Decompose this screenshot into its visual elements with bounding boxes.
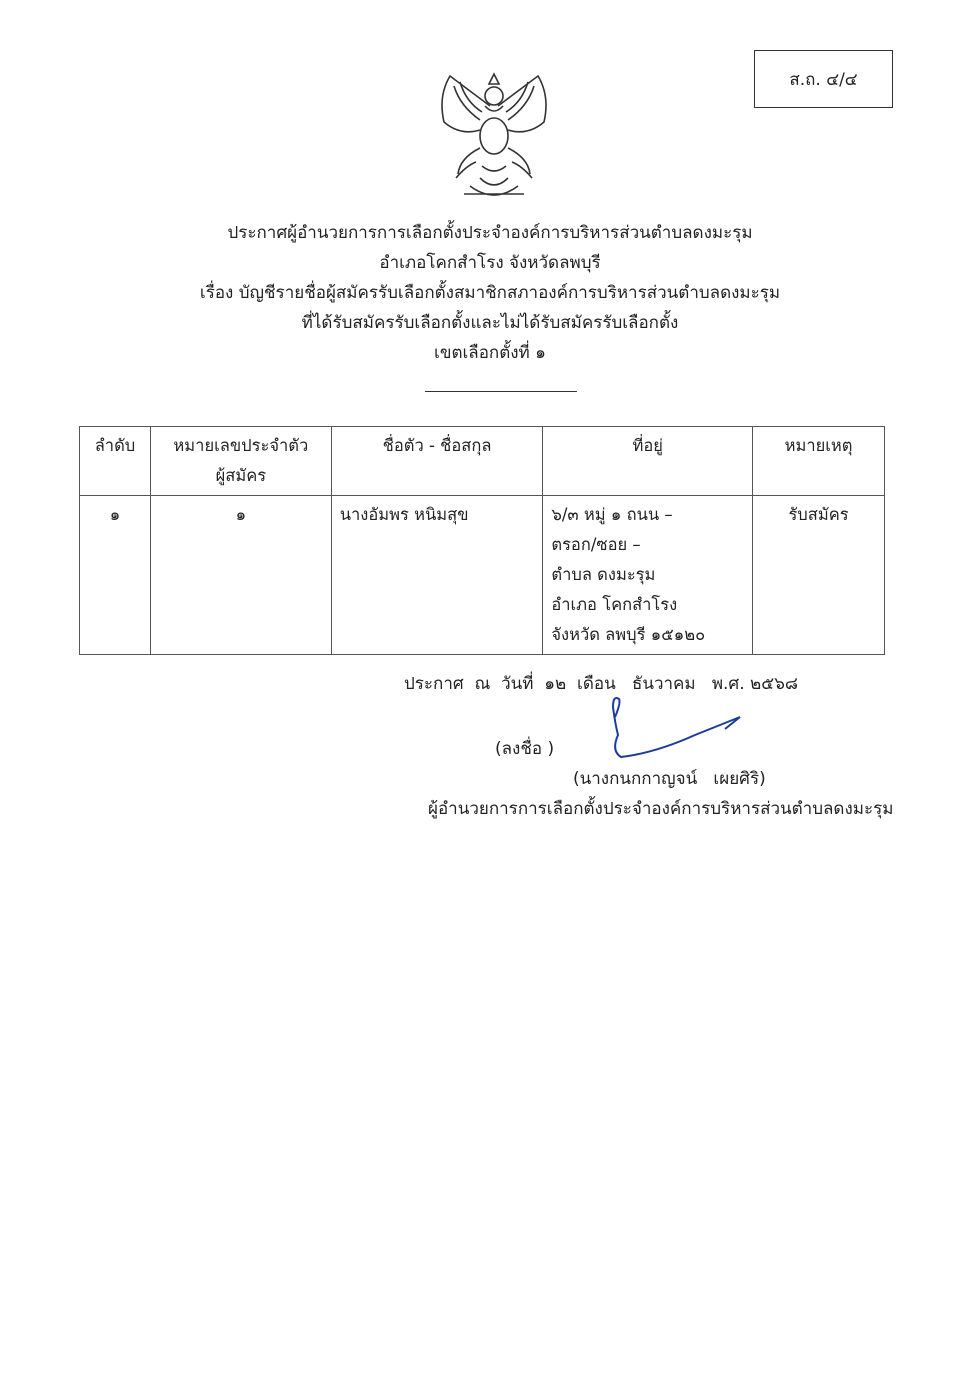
header-line-5: เขตเลือกตั้งที่ ๑	[434, 343, 546, 363]
address-line: ตรอก/ซอย –	[551, 535, 641, 554]
cell-address	[543, 496, 753, 655]
cell-name: นางอัมพร หนิมสุข	[331, 496, 543, 655]
table-header-row	[80, 427, 885, 496]
divider	[425, 391, 577, 392]
cell-number: ๑	[150, 496, 331, 655]
col-remark: หมายเหตุ	[753, 427, 885, 496]
cell-remark: รับสมัคร	[753, 496, 885, 655]
header-line-1: ประกาศผู้อำนวยการการเลือกตั้งประจำองค์การบริหารส่วนตำบลดงมะรุม	[227, 223, 753, 243]
address-line: ตำบล ดงมะรุม	[551, 565, 656, 584]
signer-title: ผู้อำนวยการการเลือกตั้งประจำองค์การบริหารส่วนตำบลดงมะรุม	[428, 799, 894, 819]
header-line-4: ที่ได้รับสมัครรับเลือกตั้งและไม่ได้รับสมัครรับเลือกตั้ง	[301, 313, 679, 333]
col-order: ลำดับ	[80, 427, 151, 496]
address-line: อำเภอ โคกสำโรง	[551, 595, 678, 614]
col-address: ที่อยู่	[543, 427, 753, 496]
signature-icon	[595, 695, 750, 765]
sign-label: (ลงชื่อ )	[495, 739, 555, 759]
form-code: ส.ถ. ๔/๔	[789, 69, 858, 90]
col-number	[150, 427, 331, 496]
col-number-line2: ผู้สมัคร	[215, 466, 267, 485]
col-name: ชื่อตัว - ชื่อสกุล	[331, 427, 543, 496]
cell-order: ๑	[80, 496, 151, 655]
garuda-emblem-icon	[430, 66, 558, 202]
form-code-box	[754, 50, 893, 108]
header-line-2: อำเภอโคกสำโรง จังหวัดลพบุรี	[379, 253, 601, 273]
address-line: จังหวัด ลพบุรี ๑๕๑๒๐	[551, 625, 706, 644]
address-line: ๖/๓ หมู่ ๑ ถนน –	[551, 505, 673, 524]
announcement-date: ประกาศ ณ วันที่ ๑๒ เดือน ธันวาคม พ.ศ. ๒๕๖๘	[404, 674, 799, 694]
col-number-line1: หมายเลขประจำตัว	[173, 436, 309, 455]
header-line-3: เรื่อง บัญชีรายชื่อผู้สมัครรับเลือกตั้งสมาชิกสภาองค์การบริหารส่วนตำบลดงมะรุม	[199, 283, 781, 303]
table-row	[80, 496, 885, 655]
candidate-table	[79, 426, 885, 655]
signer-name: (นางกนกกาญจน์ เผยศิริ)	[573, 769, 766, 789]
